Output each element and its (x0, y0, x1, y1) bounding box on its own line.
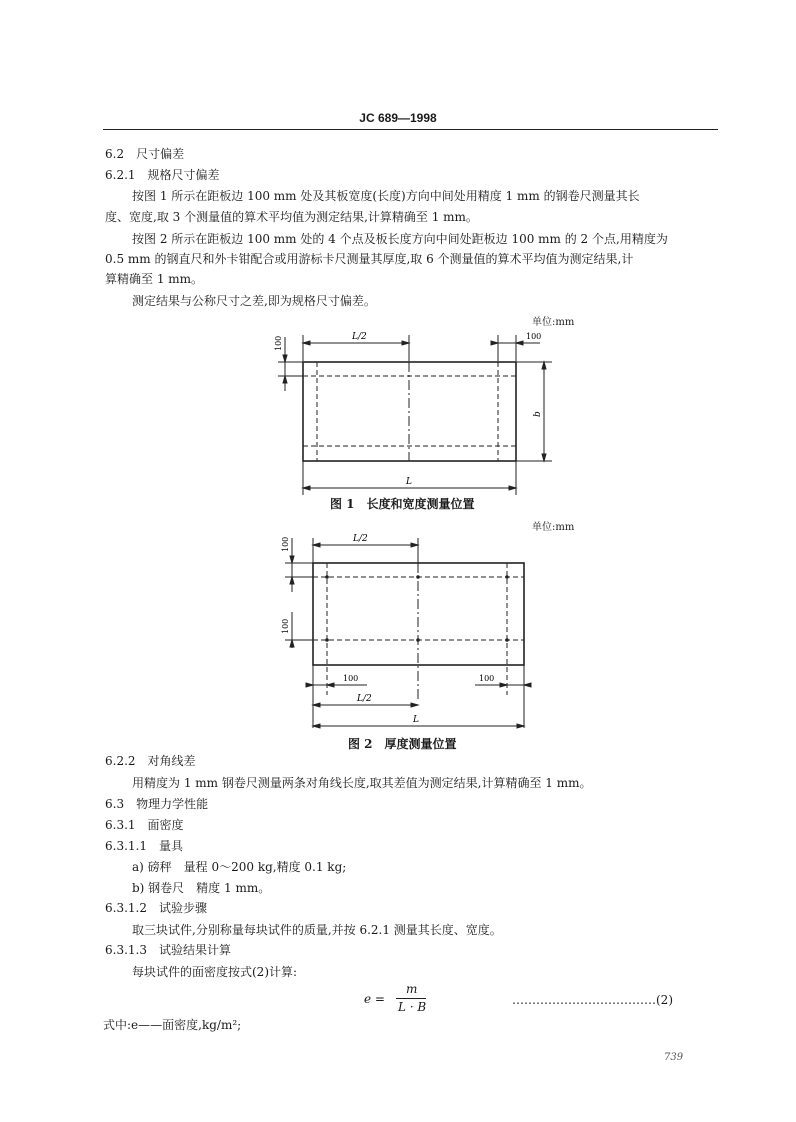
figure-2-label-100-bottom-right: 100 (479, 674, 495, 683)
para-2-line-1: 按图 2 所示在距板边 100 mm 处的 4 个点及板长度方向中间处距板边 100 mm 的 2 个点,用精度为 (132, 232, 668, 246)
heading-6-3-1-1: 6.3.1.1 量具 (105, 839, 183, 853)
list-item-a: a) 磅秤 量程 0～200 kg,精度 0.1 kg; (132, 860, 347, 874)
figure-2-label-half-top: L/2 (353, 534, 368, 544)
para-2-line-3: 算精确至 1 mm。 (105, 272, 204, 286)
formula-equation-number: ………………………………(2) (512, 993, 673, 1007)
formula-lhs: e = (364, 992, 385, 1006)
heading-6-3-1-2: 6.3.1.2 试验步骤 (105, 901, 207, 915)
page-number: 739 (664, 1052, 684, 1063)
heading-6-2-1: 6.2.1 规格尺寸偏差 (105, 168, 220, 182)
para-4: 用精度为 1 mm 钢卷尺测量两条对角线长度,取其差值为测定结果,计算精确至 1 mm。 (132, 776, 592, 790)
figure-2-caption: 图 2 厚度测量位置 (348, 737, 457, 751)
heading-6-3-1: 6.3.1 面密度 (105, 818, 184, 832)
formula-2 (364, 982, 454, 1016)
para-3: 测定结果与公称尺寸之差,即为规格尺寸偏差。 (132, 294, 376, 308)
heading-6-2-2: 6.2.2 对角线差 (105, 754, 196, 768)
figure-2-label-half-bottom: L/2 (357, 694, 372, 704)
para-1-line-1: 按图 1 所示在距板边 100 mm 处及其板宽度(长度)方向中间处用精度 1 mm 的钢卷尺测量其长 (132, 189, 640, 203)
heading-6-3: 6.3 物理力学性能 (105, 797, 209, 811)
figure-1-caption: 图 1 长度和宽度测量位置 (330, 497, 475, 511)
heading-6-3-1-3: 6.3.1.3 试验结果计算 (105, 943, 231, 957)
figure-1-label-half: L/2 (352, 332, 367, 342)
figure-2-label-L: L (413, 715, 419, 725)
figure-1-label-100-top: 100 (526, 332, 542, 341)
figure-2-diagram (275, 530, 550, 735)
header-rule (103, 129, 718, 130)
para-2-line-2: 0.5 mm 的钢直尺和外卡钳配合或用游标卡尺测量其厚度,取 6 个测量值的算术平均值为测定结果,计 (105, 252, 634, 266)
figure-2-label-100-left-top: 100 (281, 536, 290, 552)
figure-1-label-100-left: 100 (274, 335, 283, 351)
formula-denominator: L · B (398, 1000, 427, 1014)
figure-1-label-L: L (406, 477, 412, 487)
figure-1-label-b: b (533, 411, 543, 417)
figure-1-unit: 单位:mm (532, 317, 575, 328)
list-item-b: b) 钢卷尺 精度 1 mm。 (132, 881, 271, 895)
para-5: 取三块试件,分别称量每块试件的质量,并按 6.2.1 测量其长度、宽度。 (132, 923, 502, 937)
para-1-line-2: 度、宽度,取 3 个测量值的算术平均值为测定结果,计算精确至 1 mm。 (105, 210, 478, 224)
para-6: 每块试件的面密度按式(2)计算: (132, 965, 298, 979)
figure-2-label-100-bottom-left: 100 (343, 674, 359, 683)
where-text: 式中:e——面密度,kg/m²; (103, 1018, 242, 1032)
figure-2-unit: 单位:mm (532, 522, 575, 533)
fraction-bar (396, 998, 426, 999)
figure-2-label-100-left-mid: 100 (281, 618, 290, 634)
heading-6-2: 6.2 尺寸偏差 (105, 147, 185, 161)
formula-numerator: m (406, 982, 418, 996)
page-header: JC 689—1998 (359, 111, 437, 125)
figure-1-diagram (260, 325, 560, 500)
